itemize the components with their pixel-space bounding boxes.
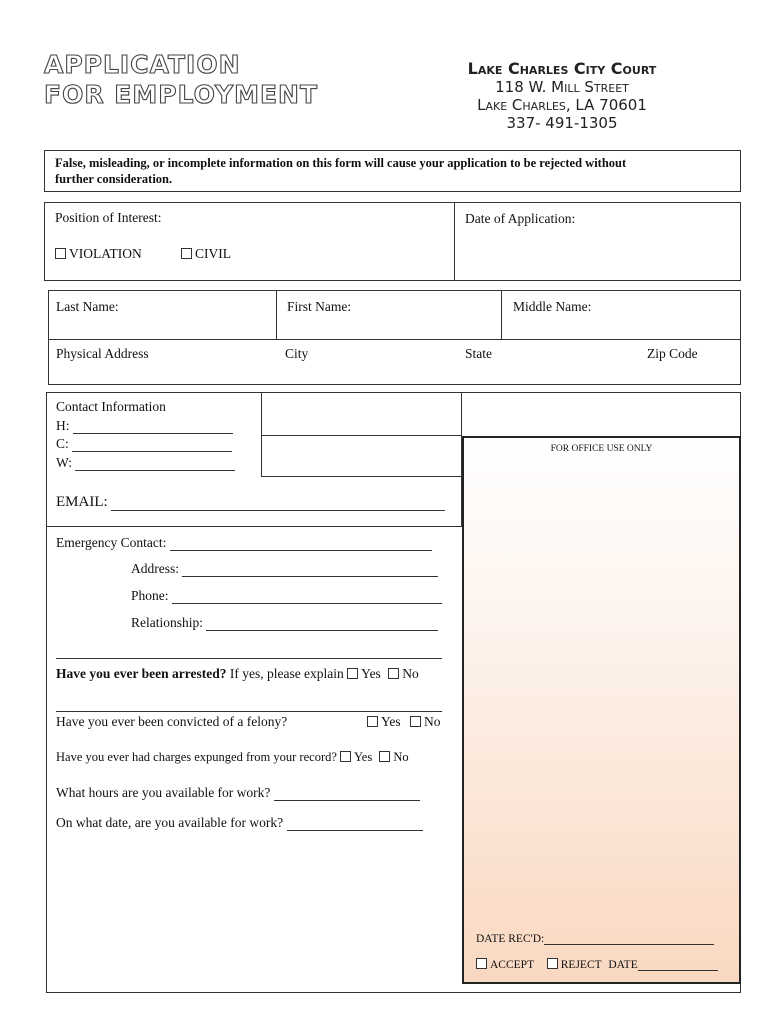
emergency-phone-line[interactable]: [172, 591, 442, 604]
office-use-box: [462, 436, 741, 984]
expunged-no-checkbox[interactable]: [379, 751, 390, 762]
felony-no-label: No: [424, 714, 441, 729]
court-street: 118 W. Mill Street: [495, 78, 629, 96]
expunged-text: Have you ever had charges expunged from your record?: [56, 750, 337, 764]
hours-available-label: What hours are you available for work?: [56, 785, 271, 800]
city-label: City: [285, 346, 309, 361]
contact-heading: Contact Information: [56, 399, 166, 414]
violation-label: VIOLATION: [69, 246, 142, 261]
contact-box-3: [461, 392, 741, 438]
address-section: [48, 340, 741, 385]
contact-box-2: [261, 435, 462, 477]
contact-box-1: [261, 392, 462, 436]
date-available-line[interactable]: [287, 818, 423, 831]
emergency-contact-field[interactable]: [56, 535, 432, 551]
date-available-label: On what date, are you available for work?: [56, 815, 284, 830]
felony-question: Have you ever been convicted of a felony?: [56, 714, 288, 729]
work-phone-line[interactable]: [75, 458, 235, 471]
position-label: Position of Interest:: [55, 210, 162, 225]
emergency-contact-label: Emergency Contact:: [56, 535, 167, 550]
emergency-address-line[interactable]: [182, 564, 438, 577]
emergency-address-field[interactable]: [131, 561, 438, 577]
date-received-line[interactable]: [544, 932, 714, 945]
court-name: Lake Charles City Court: [467, 59, 657, 78]
email-line[interactable]: [111, 498, 445, 511]
email-label: EMAIL:: [56, 494, 108, 510]
reject-checkbox[interactable]: [547, 958, 558, 969]
felony-yes-checkbox[interactable]: [367, 716, 378, 727]
cell-phone-line[interactable]: [72, 439, 232, 452]
date-of-application-label: Date of Application:: [465, 211, 576, 226]
zip-code-label: Zip Code: [647, 346, 698, 361]
accept-checkbox[interactable]: [476, 958, 487, 969]
warning-line-1: False, misleading, or incomplete information on this form will cause your application to be rejected without: [55, 156, 627, 170]
warning-notice: [44, 150, 741, 192]
date-available-field[interactable]: [56, 815, 423, 831]
arrested-explain-line[interactable]: [56, 694, 442, 712]
office-use-title: FOR OFFICE USE ONLY: [550, 444, 653, 454]
cell-phone-field[interactable]: [56, 436, 232, 452]
court-address-block: [412, 60, 712, 132]
emergency-phone-field[interactable]: [131, 588, 442, 604]
emergency-contact-line[interactable]: [170, 538, 432, 551]
date-received-label: DATE REC'D:: [476, 933, 545, 945]
violation-option[interactable]: [55, 246, 142, 262]
first-name-label: First Name:: [287, 299, 352, 314]
last-name-label: Last Name:: [56, 299, 119, 314]
arrested-question: [56, 666, 419, 682]
work-phone-label: W:: [56, 455, 72, 470]
extra-line[interactable]: [56, 641, 442, 659]
home-phone-label: H:: [56, 418, 70, 433]
arrested-rest-text: If yes, please explain: [229, 666, 344, 681]
emergency-address-label: Address:: [131, 561, 179, 576]
hours-available-line[interactable]: [274, 788, 420, 801]
felony-yes-label: Yes: [381, 714, 401, 729]
decision-date-line[interactable]: [638, 958, 718, 971]
divider: [454, 203, 455, 280]
emergency-phone-label: Phone:: [131, 588, 169, 603]
expunged-question: [56, 750, 409, 765]
physical-address-label: Physical Address: [56, 346, 149, 361]
email-field[interactable]: [56, 494, 445, 511]
expunged-no-label: No: [393, 750, 409, 764]
work-phone-field[interactable]: [56, 455, 235, 471]
position-section: [44, 202, 741, 281]
emergency-relationship-field[interactable]: [131, 615, 438, 631]
decision-row: [476, 958, 718, 971]
extra-line-rule[interactable]: [56, 646, 442, 659]
state-label: State: [465, 346, 492, 361]
accept-label: ACCEPT: [490, 959, 534, 971]
date-received-field[interactable]: [476, 932, 714, 945]
arrested-explain-rule[interactable]: [56, 699, 442, 712]
arrested-no-checkbox[interactable]: [388, 668, 399, 679]
warning-line-2: further consideration.: [55, 172, 173, 186]
name-section: [48, 290, 741, 340]
form-title: [44, 50, 318, 110]
cell-phone-label: C:: [56, 436, 69, 451]
felony-options: [367, 714, 441, 730]
arrested-yes-checkbox[interactable]: [347, 668, 358, 679]
civil-checkbox[interactable]: [181, 248, 192, 259]
felony-no-checkbox[interactable]: [410, 716, 421, 727]
divider: [501, 291, 502, 339]
arrested-bold-text: Have you ever been arrested?: [56, 666, 227, 681]
title-line-1: APPLICATION: [44, 50, 241, 79]
court-city: Lake Charles, LA 70601: [477, 96, 647, 114]
expunged-yes-checkbox[interactable]: [340, 751, 351, 762]
court-phone: 337- 491-1305: [506, 114, 618, 132]
home-phone-line[interactable]: [73, 421, 233, 434]
violation-checkbox[interactable]: [55, 248, 66, 259]
civil-option[interactable]: [181, 246, 231, 262]
hours-available-field[interactable]: [56, 785, 420, 801]
emergency-relationship-label: Relationship:: [131, 615, 203, 630]
title-line-2: FOR EMPLOYMENT: [44, 80, 318, 109]
middle-name-label: Middle Name:: [513, 299, 592, 314]
emergency-relationship-line[interactable]: [206, 618, 438, 631]
arrested-yes-label: Yes: [361, 666, 381, 681]
expunged-yes-label: Yes: [354, 750, 373, 764]
arrested-no-label: No: [402, 666, 419, 681]
decision-date-label: DATE: [608, 959, 638, 971]
email-separator: [46, 526, 462, 527]
civil-label: CIVIL: [195, 246, 231, 261]
divider: [276, 291, 277, 339]
home-phone-field[interactable]: [56, 418, 233, 434]
reject-label: REJECT: [560, 959, 602, 971]
